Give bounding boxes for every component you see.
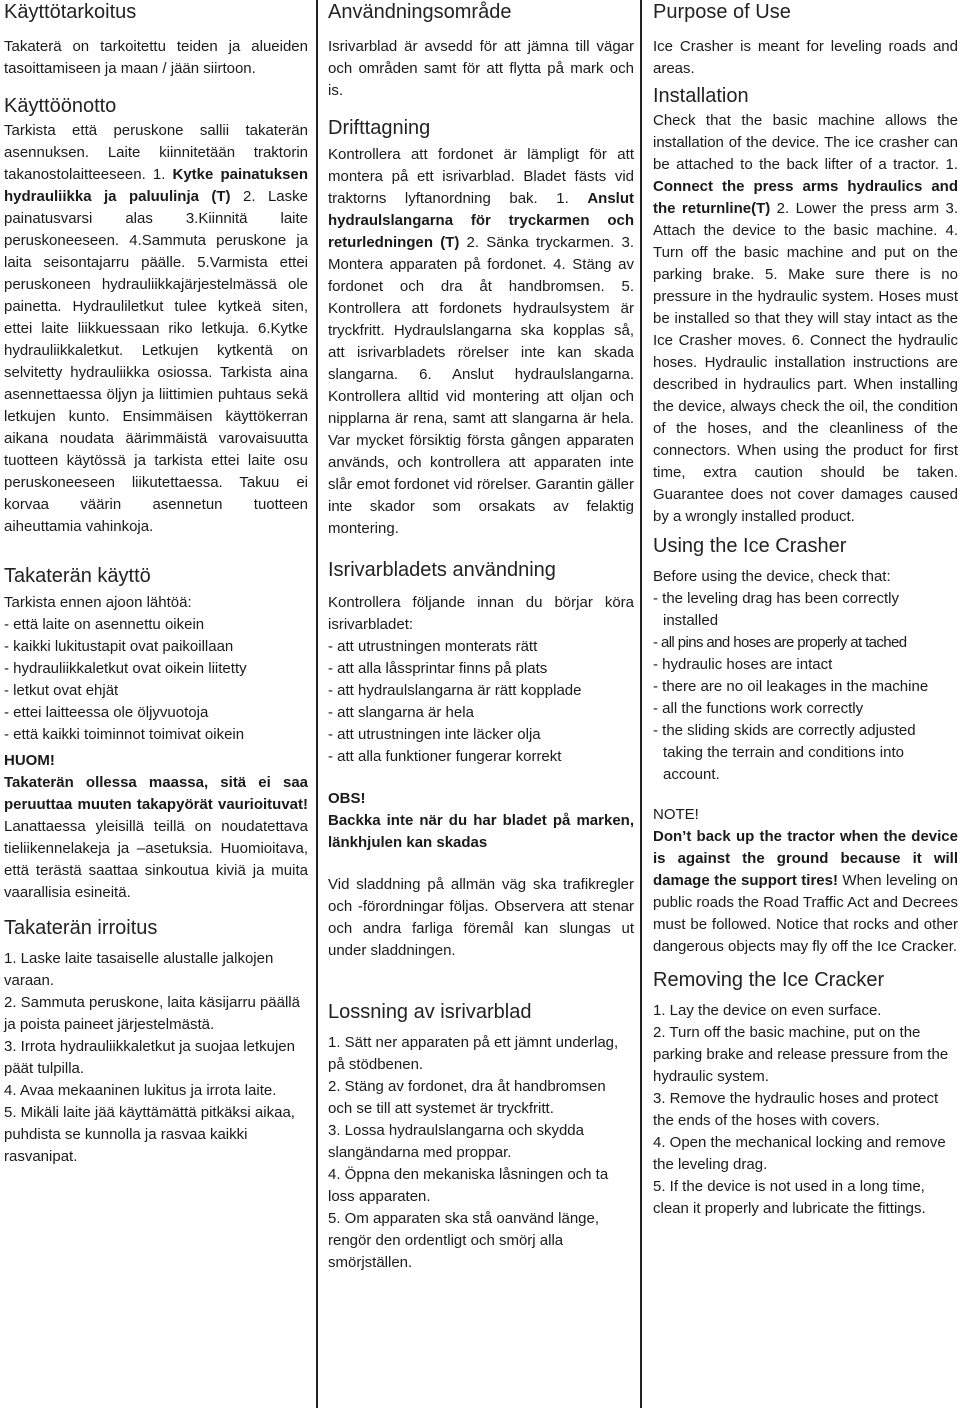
remove-heading: Lossning av isrivarblad <box>328 1001 532 1023</box>
remove-heading: Takaterän irroitus <box>4 917 158 939</box>
purpose-text: Isrivarblad är avsedd för att jämna till vägar och områden samt för att flytta på mark och is. <box>328 38 634 99</box>
note-text <box>4 772 308 904</box>
note-heading: NOTE! <box>653 806 699 823</box>
column-divider <box>640 0 642 1408</box>
list-item: - hydraulic hoses are intact <box>653 656 833 673</box>
list-item: - ettei laitteessa ole öljyvuotoja <box>4 704 209 721</box>
list-item: 4. Avaa mekaaninen lukitus ja irrota laite. <box>4 1082 277 1099</box>
install-text-2: 2. Sänka tryckarmen. 3. Montera apparaten på fordonet. 4. Stäng av fordonet och dra åt handbromsen. 5. Kontrollera att fordonets hydraulsystem är tryckfritt. Hydraulslangarna ska kopplas så, att isrivarbladets rörelser inte kan skada slangarna. 6. Anslut hydraulslangarna. Kontrollera alltid vid montering att oljan och nipplarna är rena, samt att slangarna är hela. Var mycket försiktig första gången apparaten används, och kontrollera att apparaten inte slår emot fordonet vid rörelser. Garantin gäller inte skador som orsakats av felaktig montering. <box>328 234 635 537</box>
list-item: - att hydraulslangarna är rätt kopplade <box>328 682 582 699</box>
purpose-heading: Purpose of Use <box>653 1 791 23</box>
list-item: - att utrustningen inte läcker olja <box>328 726 541 743</box>
remove-steps <box>328 1032 634 1274</box>
use-intro: Before using the device, check that: <box>653 568 891 585</box>
install-bold: Connect the press arms hydraulics and the returnline(T) <box>653 178 958 217</box>
list-item: 4. Öppna den mekaniska låsningen och ta loss apparaten. <box>328 1166 609 1205</box>
note-plain: When leveling on public roads the Road Traffic Act and Decrees must be followed. Notice that rocks and other dangerous objects may fly off the Ice Cracker. <box>653 872 958 955</box>
list-item: - hydrauliikkaletkut ovat oikein liitetty <box>4 660 247 677</box>
install-heading: Käyttöönotto <box>4 95 117 117</box>
list-item: 2. Sammuta peruskone, laita käsijarru päällä ja poista paineet järjestelmästä. <box>4 994 300 1033</box>
install-text-1: Tarkista että peruskone sallii takaterän asennuksen. Laite kiinnitetään traktorin takanostolaitteeseen. 1. <box>4 122 308 183</box>
purpose-heading: Käyttötarkoitus <box>4 1 137 23</box>
list-item: 4. Open the mechanical locking and remove the leveling drag. <box>653 1134 946 1173</box>
column-divider <box>316 0 318 1408</box>
purpose-heading: Användningsområde <box>328 1 512 23</box>
list-item: - att alla funktioner fungerar korrekt <box>328 748 562 765</box>
list-item: - the leveling drag has been correctly installed <box>653 590 899 629</box>
list-item: 2. Turn off the basic machine, put on the parking brake and release pressure from the hydraulic system. <box>653 1024 949 1085</box>
use-heading: Takaterän käyttö <box>4 565 151 587</box>
list-item: 3. Irrota hydrauliikkaletkut ja suojaa letkujen päät tulpilla. <box>4 1038 295 1077</box>
list-item: 5. Om apparaten ska stå oanvänd länge, rengör den ordentligt och smörj alla smörjställen. <box>328 1210 600 1271</box>
list-item: 1. Lay the device on even surface. <box>653 1002 882 1019</box>
install-text-2: 2. Lower the press arm 3. Attach the device to the basic machine. 4. Turn off the basic machine and put on the parking brake. 5. Make sure there is no pressure in the hydraulic system. Hoses must be installed so that they will stay intact as the Ice Crasher moves. 6. Connect the hydraulic hoses. Hydraulic installation instructions are described in hydraulics part. When installing the device, always check the oil, the condition of the hoses, and the cleanliness of the connectors. When using the product for first time, extra caution should be taken. Guarantee does not cover damages caused by a wrongly installed product. <box>653 200 958 525</box>
note-heading: OBS! <box>328 790 366 807</box>
list-item: - there are no oil leakages in the machine <box>653 678 929 695</box>
purpose-text: Takaterä on tarkoitettu teiden ja alueiden tasoittamiseen ja maan / jään siirtoon. <box>4 38 308 77</box>
install-text-1: Kontrollera att fordonet är lämpligt för att montera på ett isrivarblad. Bladet fästs vid traktorns lyftanordning bak. 1. <box>328 146 634 207</box>
install-heading: Drifttagning <box>328 117 431 139</box>
install-text <box>653 110 958 528</box>
note-text: Vid sladdning på allmän väg ska trafikregler och -förordningar följas. Observera att stenar och andra farliga föremål kan slungas ut under sladdningen. <box>328 876 634 959</box>
note-text <box>653 826 958 958</box>
install-bold: Kytke painatuksen hydrauliikka ja paluulinja (T) <box>4 166 308 205</box>
use-checklist <box>653 588 958 786</box>
list-item: - all pins and hoses are properly at tached <box>653 634 907 651</box>
use-heading: Isrivarbladets användning <box>328 559 556 581</box>
swedish-column <box>320 0 638 1408</box>
list-item: 1. Sätt ner apparaten på ett jämnt underlag, på stödbenen. <box>328 1034 619 1073</box>
list-item: - että laite on asennettu oikein <box>4 616 205 633</box>
list-item: 2. Stäng av fordonet, dra åt handbromsen och se till att systemet är tryckfritt. <box>328 1078 606 1117</box>
list-item: - att alla låssprintar finns på plats <box>328 660 548 677</box>
remove-steps <box>4 948 308 1168</box>
use-checklist <box>328 636 634 768</box>
purpose-text: Ice Crasher is meant for leveling roads and areas. <box>653 38 958 77</box>
list-item: - att slangarna är hela <box>328 704 474 721</box>
install-bold: Anslut hydraulslangarna för tryckarmen och returledningen (T) <box>328 190 634 251</box>
note-bold: Don’t back up the tractor when the device is against the ground because it will damage the support tires! <box>653 828 958 889</box>
list-item: - että kaikki toiminnot toimivat oikein <box>4 726 245 743</box>
list-item: 1. Laske laite tasaiselle alustalle jalkojen varaan. <box>4 950 274 989</box>
list-item: 5. If the device is not used in a long time, clean it properly and lubricate the fittings. <box>653 1178 926 1217</box>
list-item: - letkut ovat ehjät <box>4 682 119 699</box>
install-heading: Installation <box>653 85 749 107</box>
install-text <box>328 144 634 540</box>
remove-heading: Removing the Ice Cracker <box>653 969 885 991</box>
list-item: 3. Remove the hydraulic hoses and protect the ends of the hoses with covers. <box>653 1090 939 1129</box>
note-bold: Backka inte när du har bladet på marken, länkhjulen kan skadas <box>328 812 634 851</box>
list-item: - the sliding skids are correctly adjusted taking the terrain and conditions into account. <box>653 722 916 783</box>
install-text-1: Check that the basic machine allows the installation of the device. The ice crasher can be attached to the back lifter of a tractor. 1. <box>653 112 958 173</box>
note-plain: Lanattaessa yleisillä teillä on noudatettava tieliikennelakeja ja –asetuksia. Huomioitava, että terästä saattaa sinkoutua kiviä ja muita vaarallisia esineitä. <box>4 818 308 901</box>
use-intro: Kontrollera följande innan du börjar köra isrivarbladet: <box>328 594 634 633</box>
use-checklist <box>4 614 308 746</box>
remove-steps <box>653 1000 958 1220</box>
list-item: - att utrustningen monterats rätt <box>328 638 538 655</box>
use-intro: Tarkista ennen ajoon lähtöä: <box>4 594 192 611</box>
list-item: - all the functions work correctly <box>653 700 864 717</box>
list-item: 3. Lossa hydraulslangarna och skydda slangändarna med proppar. <box>328 1122 584 1161</box>
english-column <box>645 0 960 1408</box>
install-text-2: 2. Laske painatusvarsi alas 3.Kiinnitä laite peruskoneeseen. 4.Sammuta peruskone ja laita seisontajarru päälle. 5.Varmista ettei peruskoneen hydrauliikkajärjestelmässä ole painetta. Hydrauliletkut tulee kytkeä siten, ettei laite liikkuessaan riko letkuja. 6.Kytke hydrauliikkaletkut. Letkujen kytkentä on selvitetty hydrauliikka osiossa. Tarkista aina asennettaessa öljyn ja liittimien puhtaus sekä letkujen kunto. Ensimmäisen käyttökerran aikana noudata äärimmäistä varovaisuutta tuotteen käytössä ja tarkista ettei laite osu peruskoneeseen liikutettaessa. Takuu ei korvaa väärin asennetun tuotteen aiheuttamia vahinkoja. <box>4 188 308 535</box>
list-item: 5. Mikäli laite jää käyttämättä pitkäksi aikaa, puhdista se kunnolla ja rasvaa kaikki rasvanipat. <box>4 1104 295 1165</box>
note-bold: Takaterän ollessa maassa, sitä ei saa peruuttaa muuten takapyörät vaurioituvat! <box>4 774 308 813</box>
note-heading: HUOM! <box>4 752 55 769</box>
list-item: - kaikki lukitustapit ovat paikoillaan <box>4 638 234 655</box>
install-text <box>4 120 308 538</box>
finnish-column <box>0 0 312 1408</box>
use-heading: Using the Ice Crasher <box>653 535 847 557</box>
